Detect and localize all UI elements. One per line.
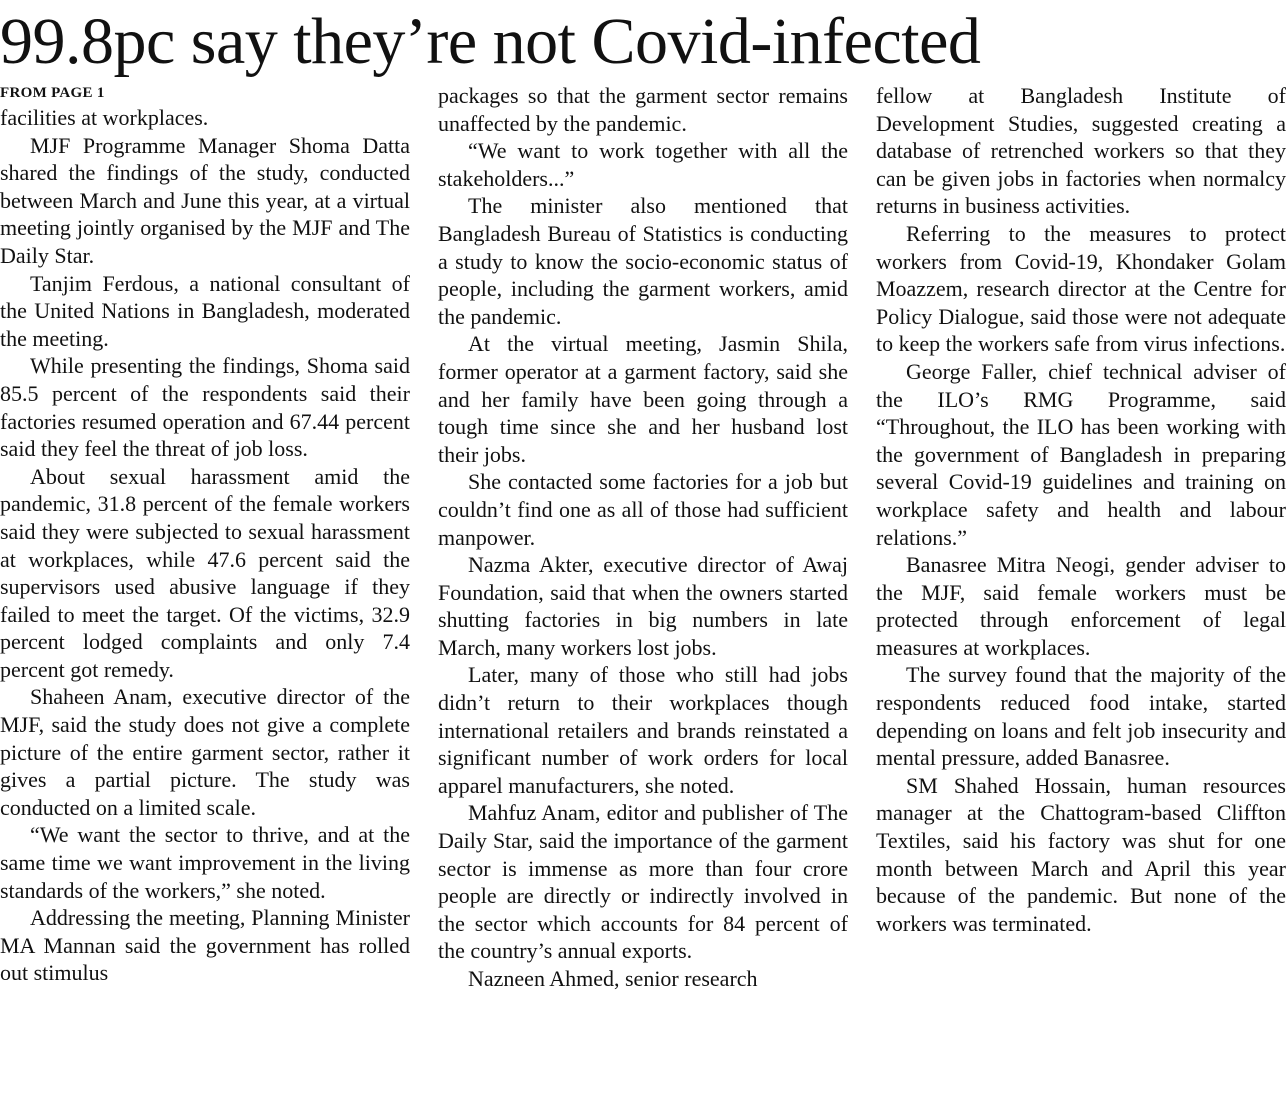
paragraph: fellow at Bangladesh Institute of Development Studies, suggested creating a database of retrenched workers so that they can be given jobs in factories when normalcy returns in business activities. (876, 83, 1286, 219)
paragraph: Nazma Akter, executive director of Awaj Foundation, said that when the owners started shutting factories in big numbers in late March, many workers lost jobs. (438, 552, 848, 660)
paragraph: Banasree Mitra Neogi, gender adviser to the MJF, said female workers must be protected through enforcement of legal measures at workplaces. (876, 552, 1286, 660)
paragraph: SM Shahed Hossain, human resources manager at the Chattogram-based Cliffton Textiles, said his factory was shut for one month between March and April this year because of the pandemic. But none of the workers was terminated. (876, 772, 1286, 936)
paragraph: While presenting the findings, Shoma said 85.5 percent of the respondents said their factories resumed operation and 67.44 percent said they feel the threat of job loss. (0, 353, 410, 462)
paragraph: “We want to work together with all the stakeholders...” (438, 138, 848, 191)
article-column-2 (438, 82, 848, 1118)
paragraph: About sexual harassment amid the pandemic, 31.8 percent of the female workers said they were subjected to sexual harassment at workplaces, while 47.6 percent said the supervisors used abusive language if they failed to meet the target. Of the victims, 32.9 percent lodged complaints and only 7.4 percent got remedy. (0, 463, 410, 682)
paragraph: At the virtual meeting, Jasmin Shila, former operator at a garment factory, said she and her family have been going through a tough time since she and her husband lost their jobs. (438, 331, 848, 467)
paragraph: George Faller, chief technical adviser of the ILO’s RMG Programme, said “Throughout, the ILO has been working with the government of Bangladesh in preparing several Covid-19 guidelines and training on workplace safety and health and labour relations.” (876, 358, 1286, 550)
paragraph: Nazneen Ahmed, senior research (468, 966, 758, 991)
headline: 99.8pc say they’re not Covid-infected (0, 5, 981, 78)
paragraph: MJF Programme Manager Shoma Datta shared the findings of the study, conducted between March and June this year, at a virtual meeting jointly organised by the MJF and The Daily Star. (0, 132, 410, 268)
paragraph: Later, many of those who still had jobs didn’t return to their workplaces though international retailers and brands reinstated a significant number of work orders for local apparel manufacturers, she noted. (438, 662, 848, 798)
paragraph: Mahfuz Anam, editor and publisher of The Daily Star, said the importance of the garment sector is immense as more than four crore people are directly or indirectly involved in the sector which accounts for 84 percent of the country’s annual exports. (438, 800, 848, 964)
paragraph: facilities at workplaces. (0, 105, 209, 130)
article-column-1 (0, 82, 410, 1118)
article-column-3 (876, 82, 1286, 1118)
paragraph: The survey found that the majority of the respondents reduced food intake, started depending on loans and felt job insecurity and mental pressure, added Banasree. (876, 662, 1286, 771)
paragraph: The minister also mentioned that Bangladesh Bureau of Statistics is conducting a study to know the socio-economic status of people, including the garment workers, amid the pandemic. (438, 193, 848, 329)
paragraph: Shaheen Anam, executive director of the MJF, said the study does not give a complete picture of the entire garment sector, rather it gives a partial picture. The study was conducted on a limited scale. (0, 684, 410, 820)
paragraph: She contacted some factories for a job but couldn’t find one as all of those had sufficient manpower. (438, 469, 848, 550)
jump-label: FROM PAGE 1 (0, 85, 105, 101)
paragraph: “We want the sector to thrive, and at the same time we want improvement in the living standards of the workers,” she noted. (0, 822, 410, 903)
paragraph: Referring to the measures to protect workers from Covid-19, Khondaker Golam Moazzem, research director at the Centre for Policy Dialogue, said those were not adequate to keep the workers safe from virus infections. (876, 220, 1286, 357)
paragraph: Addressing the meeting, Planning Minister MA Mannan said the government has rolled out stimulus (0, 905, 410, 986)
paragraph: Tanjim Ferdous, a national consultant of the United Nations in Bangladesh, moderated the meeting. (0, 270, 410, 351)
paragraph: packages so that the garment sector remains unaffected by the pandemic. (438, 83, 848, 136)
